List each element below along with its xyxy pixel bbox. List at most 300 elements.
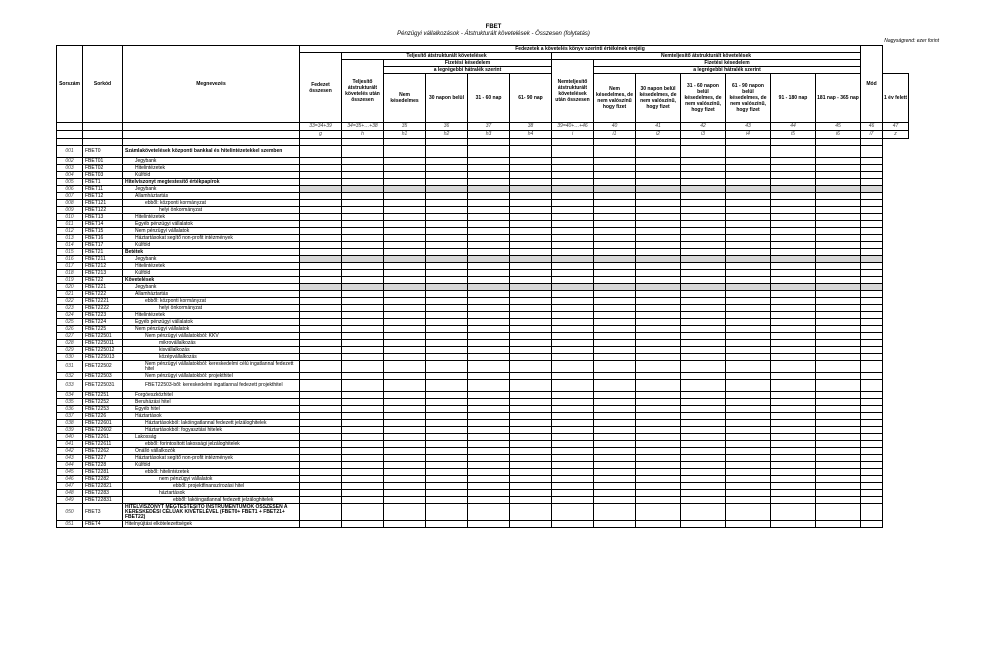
value-cell[interactable]: [426, 284, 468, 291]
value-cell[interactable]: [681, 235, 726, 242]
value-cell[interactable]: [816, 146, 861, 158]
value-cell[interactable]: [771, 380, 816, 392]
value-cell[interactable]: [594, 165, 636, 172]
value-cell[interactable]: [552, 427, 594, 434]
value-cell[interactable]: [468, 214, 510, 221]
value-cell[interactable]: [636, 312, 681, 319]
value-cell[interactable]: [771, 399, 816, 406]
value-cell[interactable]: [726, 434, 771, 441]
value-cell[interactable]: [552, 380, 594, 392]
value-cell[interactable]: [594, 462, 636, 469]
value-cell[interactable]: [300, 504, 342, 521]
value-cell[interactable]: [726, 270, 771, 277]
value-cell[interactable]: [636, 200, 681, 207]
value-cell[interactable]: [300, 373, 342, 380]
value-cell[interactable]: [594, 158, 636, 165]
value-cell[interactable]: [300, 455, 342, 462]
value-cell[interactable]: [510, 347, 552, 354]
value-cell[interactable]: [510, 399, 552, 406]
value-cell[interactable]: [384, 270, 426, 277]
value-cell[interactable]: [861, 172, 883, 179]
value-cell[interactable]: [384, 207, 426, 214]
value-cell[interactable]: [726, 340, 771, 347]
value-cell[interactable]: [468, 326, 510, 333]
value-cell[interactable]: [510, 235, 552, 242]
value-cell[interactable]: [300, 434, 342, 441]
value-cell[interactable]: [300, 146, 342, 158]
value-cell[interactable]: [681, 399, 726, 406]
value-cell[interactable]: [426, 312, 468, 319]
value-cell[interactable]: [468, 413, 510, 420]
value-cell[interactable]: [861, 193, 883, 200]
value-cell[interactable]: [342, 146, 384, 158]
value-cell[interactable]: [771, 305, 816, 312]
value-cell[interactable]: [636, 333, 681, 340]
value-cell[interactable]: [342, 521, 384, 528]
value-cell[interactable]: [861, 298, 883, 305]
value-cell[interactable]: [636, 497, 681, 504]
value-cell[interactable]: [726, 354, 771, 361]
value-cell[interactable]: [510, 448, 552, 455]
value-cell[interactable]: [468, 392, 510, 399]
value-cell[interactable]: [384, 399, 426, 406]
value-cell[interactable]: [300, 214, 342, 221]
value-cell[interactable]: [552, 256, 594, 263]
value-cell[interactable]: [594, 326, 636, 333]
value-cell[interactable]: [861, 420, 883, 427]
value-cell[interactable]: [426, 441, 468, 448]
value-cell[interactable]: [726, 172, 771, 179]
value-cell[interactable]: [384, 354, 426, 361]
value-cell[interactable]: [594, 298, 636, 305]
value-cell[interactable]: [510, 214, 552, 221]
value-cell[interactable]: [861, 326, 883, 333]
value-cell[interactable]: [342, 172, 384, 179]
value-cell[interactable]: [426, 207, 468, 214]
value-cell[interactable]: [384, 333, 426, 340]
value-cell[interactable]: [861, 490, 883, 497]
value-cell[interactable]: [552, 373, 594, 380]
value-cell[interactable]: [342, 158, 384, 165]
value-cell[interactable]: [636, 406, 681, 413]
value-cell[interactable]: [384, 347, 426, 354]
value-cell[interactable]: [861, 476, 883, 483]
value-cell[interactable]: [552, 462, 594, 469]
value-cell[interactable]: [342, 462, 384, 469]
value-cell[interactable]: [681, 186, 726, 193]
value-cell[interactable]: [726, 347, 771, 354]
value-cell[interactable]: [384, 483, 426, 490]
value-cell[interactable]: [510, 420, 552, 427]
value-cell[interactable]: [594, 146, 636, 158]
value-cell[interactable]: [681, 455, 726, 462]
value-cell[interactable]: [342, 305, 384, 312]
value-cell[interactable]: [726, 392, 771, 399]
value-cell[interactable]: [300, 270, 342, 277]
value-cell[interactable]: [771, 165, 816, 172]
value-cell[interactable]: [594, 228, 636, 235]
value-cell[interactable]: [468, 165, 510, 172]
value-cell[interactable]: [510, 483, 552, 490]
value-cell[interactable]: [681, 333, 726, 340]
value-cell[interactable]: [300, 291, 342, 298]
value-cell[interactable]: [300, 413, 342, 420]
value-cell[interactable]: [636, 469, 681, 476]
value-cell[interactable]: [861, 179, 883, 186]
value-cell[interactable]: [681, 291, 726, 298]
value-cell[interactable]: [681, 158, 726, 165]
value-cell[interactable]: [384, 497, 426, 504]
value-cell[interactable]: [426, 483, 468, 490]
value-cell[interactable]: [771, 413, 816, 420]
value-cell[interactable]: [510, 455, 552, 462]
value-cell[interactable]: [681, 242, 726, 249]
value-cell[interactable]: [726, 406, 771, 413]
value-cell[interactable]: [552, 483, 594, 490]
value-cell[interactable]: [594, 256, 636, 263]
value-cell[interactable]: [384, 221, 426, 228]
value-cell[interactable]: [681, 392, 726, 399]
value-cell[interactable]: [552, 172, 594, 179]
value-cell[interactable]: [384, 312, 426, 319]
value-cell[interactable]: [861, 242, 883, 249]
value-cell[interactable]: [300, 521, 342, 528]
value-cell[interactable]: [726, 214, 771, 221]
value-cell[interactable]: [636, 462, 681, 469]
value-cell[interactable]: [342, 179, 384, 186]
value-cell[interactable]: [771, 476, 816, 483]
value-cell[interactable]: [861, 406, 883, 413]
value-cell[interactable]: [681, 146, 726, 158]
value-cell[interactable]: [771, 146, 816, 158]
value-cell[interactable]: [384, 469, 426, 476]
value-cell[interactable]: [510, 146, 552, 158]
value-cell[interactable]: [468, 221, 510, 228]
value-cell[interactable]: [726, 179, 771, 186]
value-cell[interactable]: [594, 399, 636, 406]
value-cell[interactable]: [426, 235, 468, 242]
value-cell[interactable]: [510, 333, 552, 340]
value-cell[interactable]: [384, 242, 426, 249]
value-cell[interactable]: [861, 312, 883, 319]
value-cell[interactable]: [861, 462, 883, 469]
value-cell[interactable]: [816, 354, 861, 361]
value-cell[interactable]: [861, 228, 883, 235]
value-cell[interactable]: [816, 305, 861, 312]
value-cell[interactable]: [861, 413, 883, 420]
value-cell[interactable]: [861, 354, 883, 361]
value-cell[interactable]: [300, 469, 342, 476]
value-cell[interactable]: [384, 214, 426, 221]
value-cell[interactable]: [636, 242, 681, 249]
value-cell[interactable]: [816, 340, 861, 347]
value-cell[interactable]: [681, 193, 726, 200]
value-cell[interactable]: [861, 434, 883, 441]
value-cell[interactable]: [681, 312, 726, 319]
value-cell[interactable]: [681, 441, 726, 448]
value-cell[interactable]: [426, 319, 468, 326]
value-cell[interactable]: [726, 228, 771, 235]
value-cell[interactable]: [552, 298, 594, 305]
value-cell[interactable]: [681, 326, 726, 333]
value-cell[interactable]: [816, 277, 861, 284]
value-cell[interactable]: [594, 340, 636, 347]
value-cell[interactable]: [342, 242, 384, 249]
value-cell[interactable]: [300, 319, 342, 326]
value-cell[interactable]: [816, 284, 861, 291]
value-cell[interactable]: [816, 462, 861, 469]
value-cell[interactable]: [771, 214, 816, 221]
value-cell[interactable]: [594, 448, 636, 455]
value-cell[interactable]: [426, 305, 468, 312]
value-cell[interactable]: [468, 228, 510, 235]
value-cell[interactable]: [342, 312, 384, 319]
value-cell[interactable]: [300, 427, 342, 434]
value-cell[interactable]: [816, 497, 861, 504]
value-cell[interactable]: [426, 469, 468, 476]
value-cell[interactable]: [426, 399, 468, 406]
value-cell[interactable]: [468, 319, 510, 326]
value-cell[interactable]: [771, 392, 816, 399]
value-cell[interactable]: [468, 270, 510, 277]
value-cell[interactable]: [510, 326, 552, 333]
value-cell[interactable]: [681, 469, 726, 476]
value-cell[interactable]: [552, 420, 594, 427]
value-cell[interactable]: [816, 179, 861, 186]
value-cell[interactable]: [468, 312, 510, 319]
value-cell[interactable]: [771, 179, 816, 186]
value-cell[interactable]: [384, 256, 426, 263]
value-cell[interactable]: [726, 256, 771, 263]
value-cell[interactable]: [681, 354, 726, 361]
value-cell[interactable]: [594, 242, 636, 249]
value-cell[interactable]: [468, 263, 510, 270]
value-cell[interactable]: [510, 490, 552, 497]
value-cell[interactable]: [342, 469, 384, 476]
value-cell[interactable]: [681, 413, 726, 420]
value-cell[interactable]: [468, 179, 510, 186]
value-cell[interactable]: [594, 361, 636, 373]
value-cell[interactable]: [342, 319, 384, 326]
value-cell[interactable]: [771, 172, 816, 179]
value-cell[interactable]: [726, 455, 771, 462]
value-cell[interactable]: [816, 373, 861, 380]
value-cell[interactable]: [468, 186, 510, 193]
value-cell[interactable]: [771, 158, 816, 165]
value-cell[interactable]: [636, 270, 681, 277]
value-cell[interactable]: [861, 483, 883, 490]
value-cell[interactable]: [342, 476, 384, 483]
value-cell[interactable]: [681, 448, 726, 455]
value-cell[interactable]: [594, 406, 636, 413]
value-cell[interactable]: [861, 200, 883, 207]
value-cell[interactable]: [552, 504, 594, 521]
value-cell[interactable]: [384, 249, 426, 256]
value-cell[interactable]: [816, 476, 861, 483]
value-cell[interactable]: [552, 165, 594, 172]
value-cell[interactable]: [726, 193, 771, 200]
value-cell[interactable]: [384, 406, 426, 413]
value-cell[interactable]: [636, 326, 681, 333]
value-cell[interactable]: [552, 305, 594, 312]
value-cell[interactable]: [681, 476, 726, 483]
value-cell[interactable]: [726, 319, 771, 326]
value-cell[interactable]: [726, 146, 771, 158]
value-cell[interactable]: [300, 207, 342, 214]
value-cell[interactable]: [861, 427, 883, 434]
value-cell[interactable]: [384, 476, 426, 483]
value-cell[interactable]: [681, 298, 726, 305]
value-cell[interactable]: [816, 380, 861, 392]
value-cell[interactable]: [636, 179, 681, 186]
value-cell[interactable]: [426, 214, 468, 221]
value-cell[interactable]: [510, 242, 552, 249]
value-cell[interactable]: [468, 207, 510, 214]
value-cell[interactable]: [552, 476, 594, 483]
value-cell[interactable]: [726, 427, 771, 434]
value-cell[interactable]: [384, 291, 426, 298]
value-cell[interactable]: [771, 354, 816, 361]
value-cell[interactable]: [771, 504, 816, 521]
value-cell[interactable]: [594, 200, 636, 207]
value-cell[interactable]: [594, 214, 636, 221]
value-cell[interactable]: [636, 413, 681, 420]
value-cell[interactable]: [552, 221, 594, 228]
value-cell[interactable]: [636, 427, 681, 434]
value-cell[interactable]: [726, 483, 771, 490]
value-cell[interactable]: [426, 291, 468, 298]
value-cell[interactable]: [552, 441, 594, 448]
value-cell[interactable]: [426, 373, 468, 380]
value-cell[interactable]: [552, 333, 594, 340]
value-cell[interactable]: [342, 249, 384, 256]
value-cell[interactable]: [681, 221, 726, 228]
value-cell[interactable]: [510, 319, 552, 326]
value-cell[interactable]: [771, 340, 816, 347]
value-cell[interactable]: [510, 373, 552, 380]
value-cell[interactable]: [636, 420, 681, 427]
value-cell[interactable]: [510, 270, 552, 277]
value-cell[interactable]: [771, 277, 816, 284]
value-cell[interactable]: [300, 165, 342, 172]
value-cell[interactable]: [816, 469, 861, 476]
value-cell[interactable]: [384, 448, 426, 455]
value-cell[interactable]: [426, 277, 468, 284]
value-cell[interactable]: [726, 333, 771, 340]
value-cell[interactable]: [816, 413, 861, 420]
value-cell[interactable]: [861, 504, 883, 521]
value-cell[interactable]: [552, 284, 594, 291]
value-cell[interactable]: [771, 242, 816, 249]
value-cell[interactable]: [384, 263, 426, 270]
value-cell[interactable]: [426, 448, 468, 455]
value-cell[interactable]: [771, 221, 816, 228]
value-cell[interactable]: [342, 277, 384, 284]
value-cell[interactable]: [552, 235, 594, 242]
value-cell[interactable]: [594, 521, 636, 528]
value-cell[interactable]: [861, 263, 883, 270]
value-cell[interactable]: [384, 186, 426, 193]
value-cell[interactable]: [636, 263, 681, 270]
value-cell[interactable]: [771, 521, 816, 528]
value-cell[interactable]: [681, 434, 726, 441]
value-cell[interactable]: [300, 172, 342, 179]
value-cell[interactable]: [300, 483, 342, 490]
value-cell[interactable]: [510, 413, 552, 420]
value-cell[interactable]: [510, 298, 552, 305]
value-cell[interactable]: [384, 172, 426, 179]
value-cell[interactable]: [300, 284, 342, 291]
value-cell[interactable]: [510, 521, 552, 528]
value-cell[interactable]: [594, 476, 636, 483]
value-cell[interactable]: [384, 427, 426, 434]
value-cell[interactable]: [552, 214, 594, 221]
value-cell[interactable]: [510, 497, 552, 504]
value-cell[interactable]: [300, 242, 342, 249]
value-cell[interactable]: [510, 172, 552, 179]
value-cell[interactable]: [342, 497, 384, 504]
value-cell[interactable]: [384, 373, 426, 380]
value-cell[interactable]: [426, 497, 468, 504]
value-cell[interactable]: [552, 434, 594, 441]
value-cell[interactable]: [861, 448, 883, 455]
value-cell[interactable]: [342, 448, 384, 455]
value-cell[interactable]: [510, 406, 552, 413]
value-cell[interactable]: [426, 380, 468, 392]
value-cell[interactable]: [771, 284, 816, 291]
value-cell[interactable]: [468, 462, 510, 469]
value-cell[interactable]: [861, 497, 883, 504]
value-cell[interactable]: [594, 413, 636, 420]
value-cell[interactable]: [726, 476, 771, 483]
value-cell[interactable]: [636, 249, 681, 256]
value-cell[interactable]: [771, 256, 816, 263]
value-cell[interactable]: [636, 504, 681, 521]
value-cell[interactable]: [681, 347, 726, 354]
value-cell[interactable]: [384, 380, 426, 392]
value-cell[interactable]: [816, 193, 861, 200]
value-cell[interactable]: [816, 333, 861, 340]
value-cell[interactable]: [681, 521, 726, 528]
value-cell[interactable]: [510, 441, 552, 448]
value-cell[interactable]: [552, 490, 594, 497]
value-cell[interactable]: [426, 333, 468, 340]
value-cell[interactable]: [426, 434, 468, 441]
value-cell[interactable]: [861, 361, 883, 373]
value-cell[interactable]: [816, 406, 861, 413]
value-cell[interactable]: [342, 235, 384, 242]
value-cell[interactable]: [552, 158, 594, 165]
value-cell[interactable]: [636, 207, 681, 214]
value-cell[interactable]: [726, 305, 771, 312]
value-cell[interactable]: [681, 207, 726, 214]
value-cell[interactable]: [384, 462, 426, 469]
value-cell[interactable]: [510, 263, 552, 270]
value-cell[interactable]: [342, 483, 384, 490]
value-cell[interactable]: [594, 392, 636, 399]
value-cell[interactable]: [342, 427, 384, 434]
value-cell[interactable]: [384, 441, 426, 448]
value-cell[interactable]: [510, 312, 552, 319]
value-cell[interactable]: [384, 319, 426, 326]
value-cell[interactable]: [816, 399, 861, 406]
value-cell[interactable]: [771, 207, 816, 214]
value-cell[interactable]: [771, 326, 816, 333]
value-cell[interactable]: [384, 146, 426, 158]
value-cell[interactable]: [300, 448, 342, 455]
value-cell[interactable]: [552, 497, 594, 504]
value-cell[interactable]: [300, 333, 342, 340]
